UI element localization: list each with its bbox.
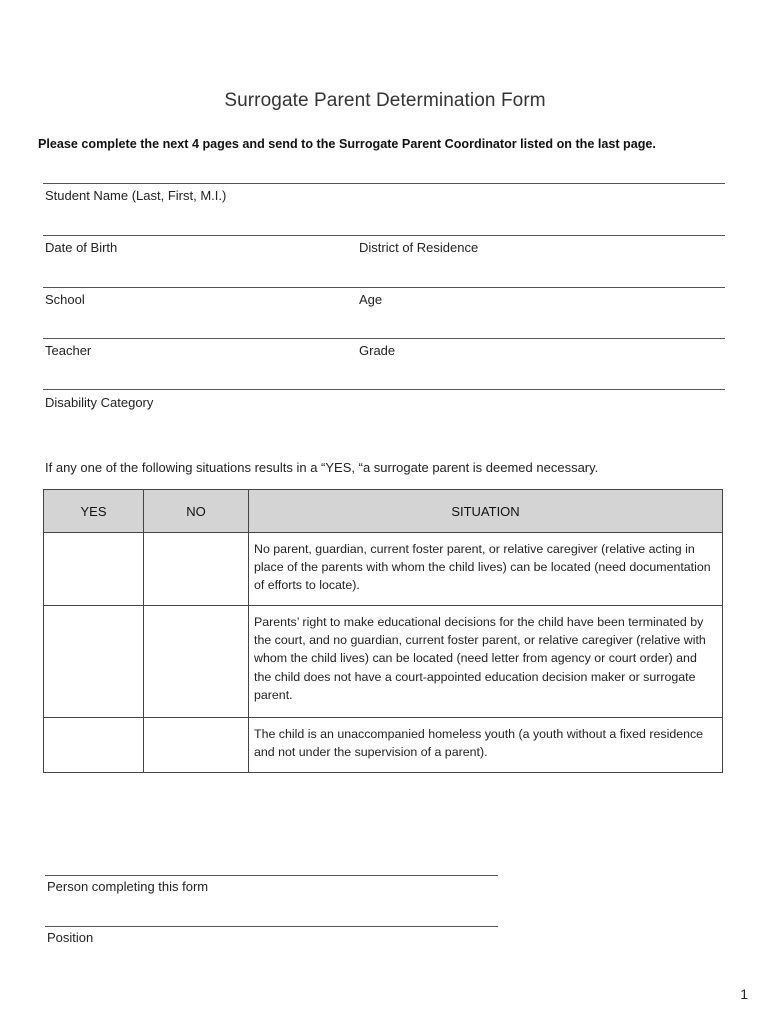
divider-line: [43, 235, 725, 236]
situation-text: The child is an unaccompanied homeless youth (a youth without a fixed residence and not under the supervision of a parent).: [249, 718, 723, 773]
district-of-residence-field[interactable]: District of Residence: [359, 240, 479, 255]
student-name-field[interactable]: Student Name (Last, First, M.I.): [45, 188, 227, 203]
situations-table: [43, 489, 723, 773]
yes-checkbox-cell[interactable]: [44, 533, 144, 606]
yes-checkbox-cell[interactable]: [44, 718, 144, 773]
divider-line: [43, 389, 725, 390]
position-field[interactable]: Position: [47, 930, 94, 945]
situation-text: Parents’ right to make educational decisions for the child have been terminated by the court, and no guardian, current foster parent, or relative caregiver (relative with whom the child lives) can be located (need letter from agency or court order) and the child does not have a court-appointed education decision maker or surrogate parent.: [249, 606, 723, 718]
situation-column-header: SITUATION: [249, 490, 723, 533]
divider-line: [43, 183, 725, 184]
grade-field[interactable]: Grade: [359, 343, 396, 358]
no-checkbox-cell[interactable]: [144, 606, 249, 718]
disability-category-field[interactable]: Disability Category: [45, 395, 154, 410]
table-header-row: [44, 490, 723, 533]
page-number: 1: [740, 986, 748, 1002]
situations-intro: If any one of the following situations results in a “YES, “a surrogate parent is deemed necessary.: [45, 460, 599, 475]
age-field[interactable]: Age: [359, 292, 383, 307]
no-checkbox-cell[interactable]: [144, 718, 249, 773]
divider-line: [43, 287, 725, 288]
yes-column-header: YES: [44, 490, 144, 533]
signature-line: [45, 926, 498, 927]
no-column-header: NO: [144, 490, 249, 533]
date-of-birth-field[interactable]: Date of Birth: [45, 240, 118, 255]
divider-line: [43, 338, 725, 339]
no-checkbox-cell[interactable]: [144, 533, 249, 606]
signature-line: [45, 875, 498, 876]
table-row: [44, 533, 723, 606]
table-row: [44, 718, 723, 773]
form-title: Surrogate Parent Determination Form: [224, 90, 546, 111]
instructions-text: Please complete the next 4 pages and send to the Surrogate Parent Coordinator listed on the last page.: [38, 137, 656, 151]
teacher-field[interactable]: Teacher: [45, 343, 92, 358]
situation-text: No parent, guardian, current foster parent, or relative caregiver (relative acting in place of the parents with whom the child lives) can be located (need documentation of efforts to locate).: [249, 533, 723, 606]
school-field[interactable]: School: [45, 292, 85, 307]
person-completing-field[interactable]: Person completing this form: [47, 879, 209, 894]
table-row: [44, 606, 723, 718]
yes-checkbox-cell[interactable]: [44, 606, 144, 718]
